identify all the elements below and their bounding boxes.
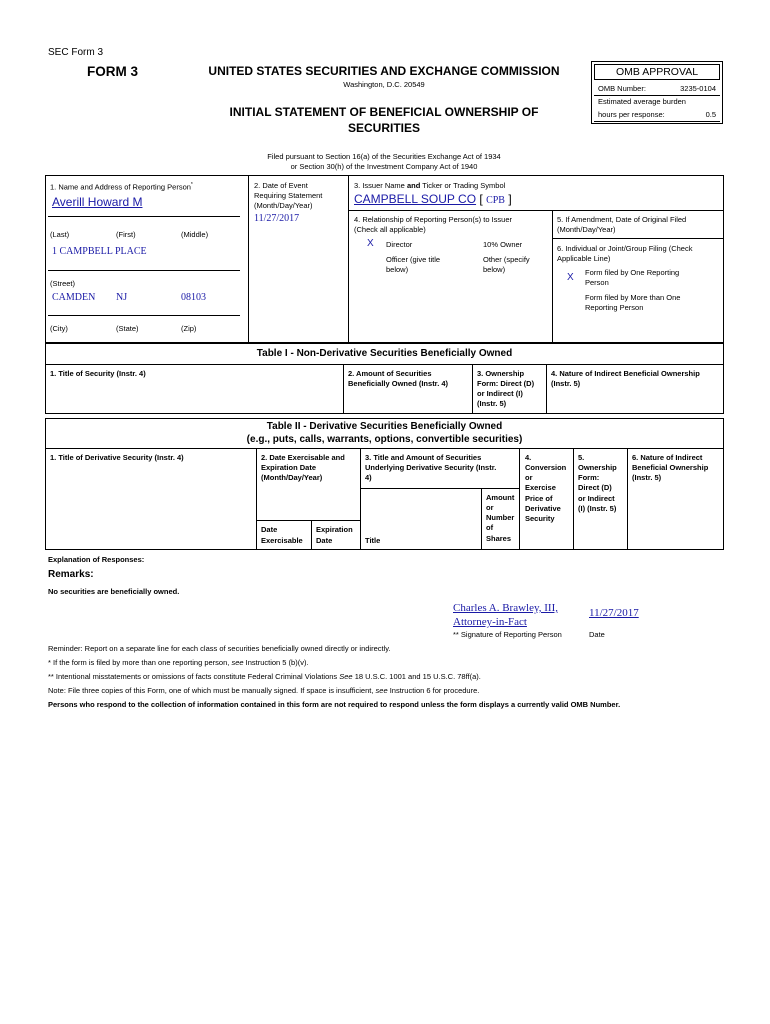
table1-col1: 1. Title of Security (Instr. 4) [50,369,146,378]
table1-title: Table I - Non-Derivative Securities Beneficially Owned [256,348,513,359]
table1-col3-line3: or Indirect (I) [477,389,523,398]
director-label: Director [386,240,413,249]
omb-title: OMB APPROVAL [615,66,699,78]
officer-label-line1: Officer (give title [386,255,441,264]
box6-label-line1: 6. Individual or Joint/Group Filing (Check [557,244,693,253]
state-label: (State) [116,324,139,333]
statement-title-line2: SECURITIES [347,121,420,135]
director-check[interactable]: X [367,238,374,249]
table2-col3-line1: 3. Title and Amount of Securities [365,453,482,462]
omb-number-value: 3235-0104 [680,84,716,93]
box3-label: 3. Issuer Name and Ticker or Trading Symbol [354,181,506,190]
sec-form-label: SEC Form 3 [48,47,104,58]
date-label: Date [589,630,605,639]
state-value: NJ [116,292,128,303]
agency-location: Washington, D.C. 20549 [343,80,425,89]
remarks-text: No securities are beneficially owned. [48,587,180,596]
issuer-name[interactable]: CAMPBELL SOUP CO [354,192,477,206]
table2-title-line1: Table II - Derivative Securities Beneficially Owned [266,421,503,432]
signature[interactable]: Charles A. Brawley, III, Attorney-in-Fact [453,602,558,629]
more-persons-label-line1: Form filed by More than One [585,293,681,302]
box4-label-line1: 4. Relationship of Reporting Person(s) to Issuer [354,215,512,224]
signature-date: 11/27/2017 [589,607,639,619]
box2-label-line1: 2. Date of Event [254,181,308,190]
table2-col5: 5. Ownership Form: Direct (D) or Indirect (I) (Instr. 5) [578,453,617,513]
table2-col2-line1: 2. Date Exercisable and [261,453,345,462]
table1-col4-line1: 4. Nature of Indirect Beneficial Ownership [551,369,700,378]
box6-label-line2: Applicable Line) [557,254,611,263]
table2-col1: 1. Title of Derivative Security (Instr. 4) [50,453,184,462]
table2-title-line2: (e.g., puts, calls, warrants, options, convertible securities) [246,434,523,445]
box4-label-line2: (Check all applicable) [354,225,426,234]
one-person-check[interactable]: X [567,272,574,283]
box2-label-line2: Requiring Statement [254,191,323,200]
table1-col3-line1: 3. Ownership [477,369,525,378]
expiration-date-line1: Expiration [316,525,353,534]
ticker-symbol: CPB [486,195,505,206]
table2-col3-line2: Underlying Derivative Security (Instr. [365,463,497,472]
box1-label: 1. Name and Address of Reporting Person* [50,182,193,192]
date-exercisable-line1: Date [261,525,278,534]
filed-pursuant-line2: or Section 30(h) of the Investment Company Act of 1940 [290,162,478,171]
table2-col6: 6. Nature of Indirect Beneficial Ownership (Instr. 5) [632,453,709,483]
expiration-date-line2: Date [316,536,333,545]
other-label-line1: Other (specify [483,255,530,264]
filed-pursuant-line1: Filed pursuant to Section 16(a) of the Securities Exchange Act of 1934 [267,152,501,161]
explanation-label: Explanation of Responses: [48,555,145,564]
more-persons-label-line2: Reporting Person [585,303,644,312]
event-date: 11/27/2017 [254,213,300,224]
remarks-label: Remarks: [48,569,94,580]
table1-col2-line2: Beneficially Owned (Instr. 4) [348,379,449,388]
table2-col3-line3: 4) [365,473,372,482]
form-title: FORM 3 [87,64,139,79]
omb-notice: Persons who respond to the collection of information contained in this form are not required to respond unless the form displays a currently valid OMB Number. [48,700,621,709]
first-label: (First) [116,230,136,239]
zip-label: (Zip) [181,324,197,333]
one-person-label-line2: Person [585,278,609,287]
city-value: CAMDEN [52,292,96,303]
note-misstatements: ** Intentional misstatements or omissions of facts constitute Federal Criminal Violations See 18 U.S.C. 1001 and 15 U.S.C. 78ff(a). [48,672,481,681]
officer-label-line2: below) [386,265,409,274]
other-label-line2: below) [483,265,506,274]
note-file-copies: Note: File three copies of this Form, one of which must be manually signed. If space is insufficient, see Instruction 6 for procedure. [48,686,480,695]
table2-col4: 4. Conversion or Exercise Price of Derivative Security [525,453,567,523]
omb-number-label: OMB Number: [598,84,646,93]
middle-label: (Middle) [181,230,209,239]
issuer-line: CAMPBELL SOUP CO [ CPB ] [354,192,512,206]
date-exercisable-line2: Exercisable [261,536,303,545]
table2-col2-line3: (Month/Day/Year) [261,473,323,482]
table1-col3-line4: (Instr. 5) [477,399,507,408]
reporting-person-name[interactable]: Averill Howard M [52,195,143,209]
statement-title-line1: INITIAL STATEMENT OF BENEFICIAL OWNERSHIP OF [229,105,539,119]
note-multiple-persons: * If the form is filed by more than one reporting person, see Instruction 5 (b)(v). [48,658,309,667]
table1-col2-line1: 2. Amount of Securities [348,369,432,378]
underlying-amount: Amount or Number of Shares [486,493,515,543]
street-value: 1 CAMPBELL PLACE [52,246,147,257]
last-label: (Last) [50,230,70,239]
one-person-label-line1: Form filed by One Reporting [585,268,680,277]
table1-col4-line2: (Instr. 5) [551,379,581,388]
table1-col3-line2: Form: Direct (D) [477,379,535,388]
omb-hours-value: 0.5 [705,110,716,119]
omb-hours-label: hours per response: [598,110,665,119]
ten-percent-label: 10% Owner [483,240,523,249]
table2-col2-line2: Expiration Date [261,463,317,472]
box2-label-line3: (Month/Day/Year) [254,201,313,210]
signature-label: ** Signature of Reporting Person [453,630,562,639]
city-label: (City) [50,324,68,333]
box5-label-line1: 5. If Amendment, Date of Original Filed [557,215,687,224]
underlying-title: Title [365,536,381,545]
zip-value: 08103 [181,292,206,303]
box5-label-line2: (Month/Day/Year) [557,225,616,234]
reminder-text: Reminder: Report on a separate line for each class of securities beneficially owned directly or indirectly. [48,644,391,653]
omb-burden-label: Estimated average burden [598,97,686,106]
agency-title: UNITED STATES SECURITIES AND EXCHANGE COMMISSION [208,64,560,78]
street-label: (Street) [50,279,76,288]
